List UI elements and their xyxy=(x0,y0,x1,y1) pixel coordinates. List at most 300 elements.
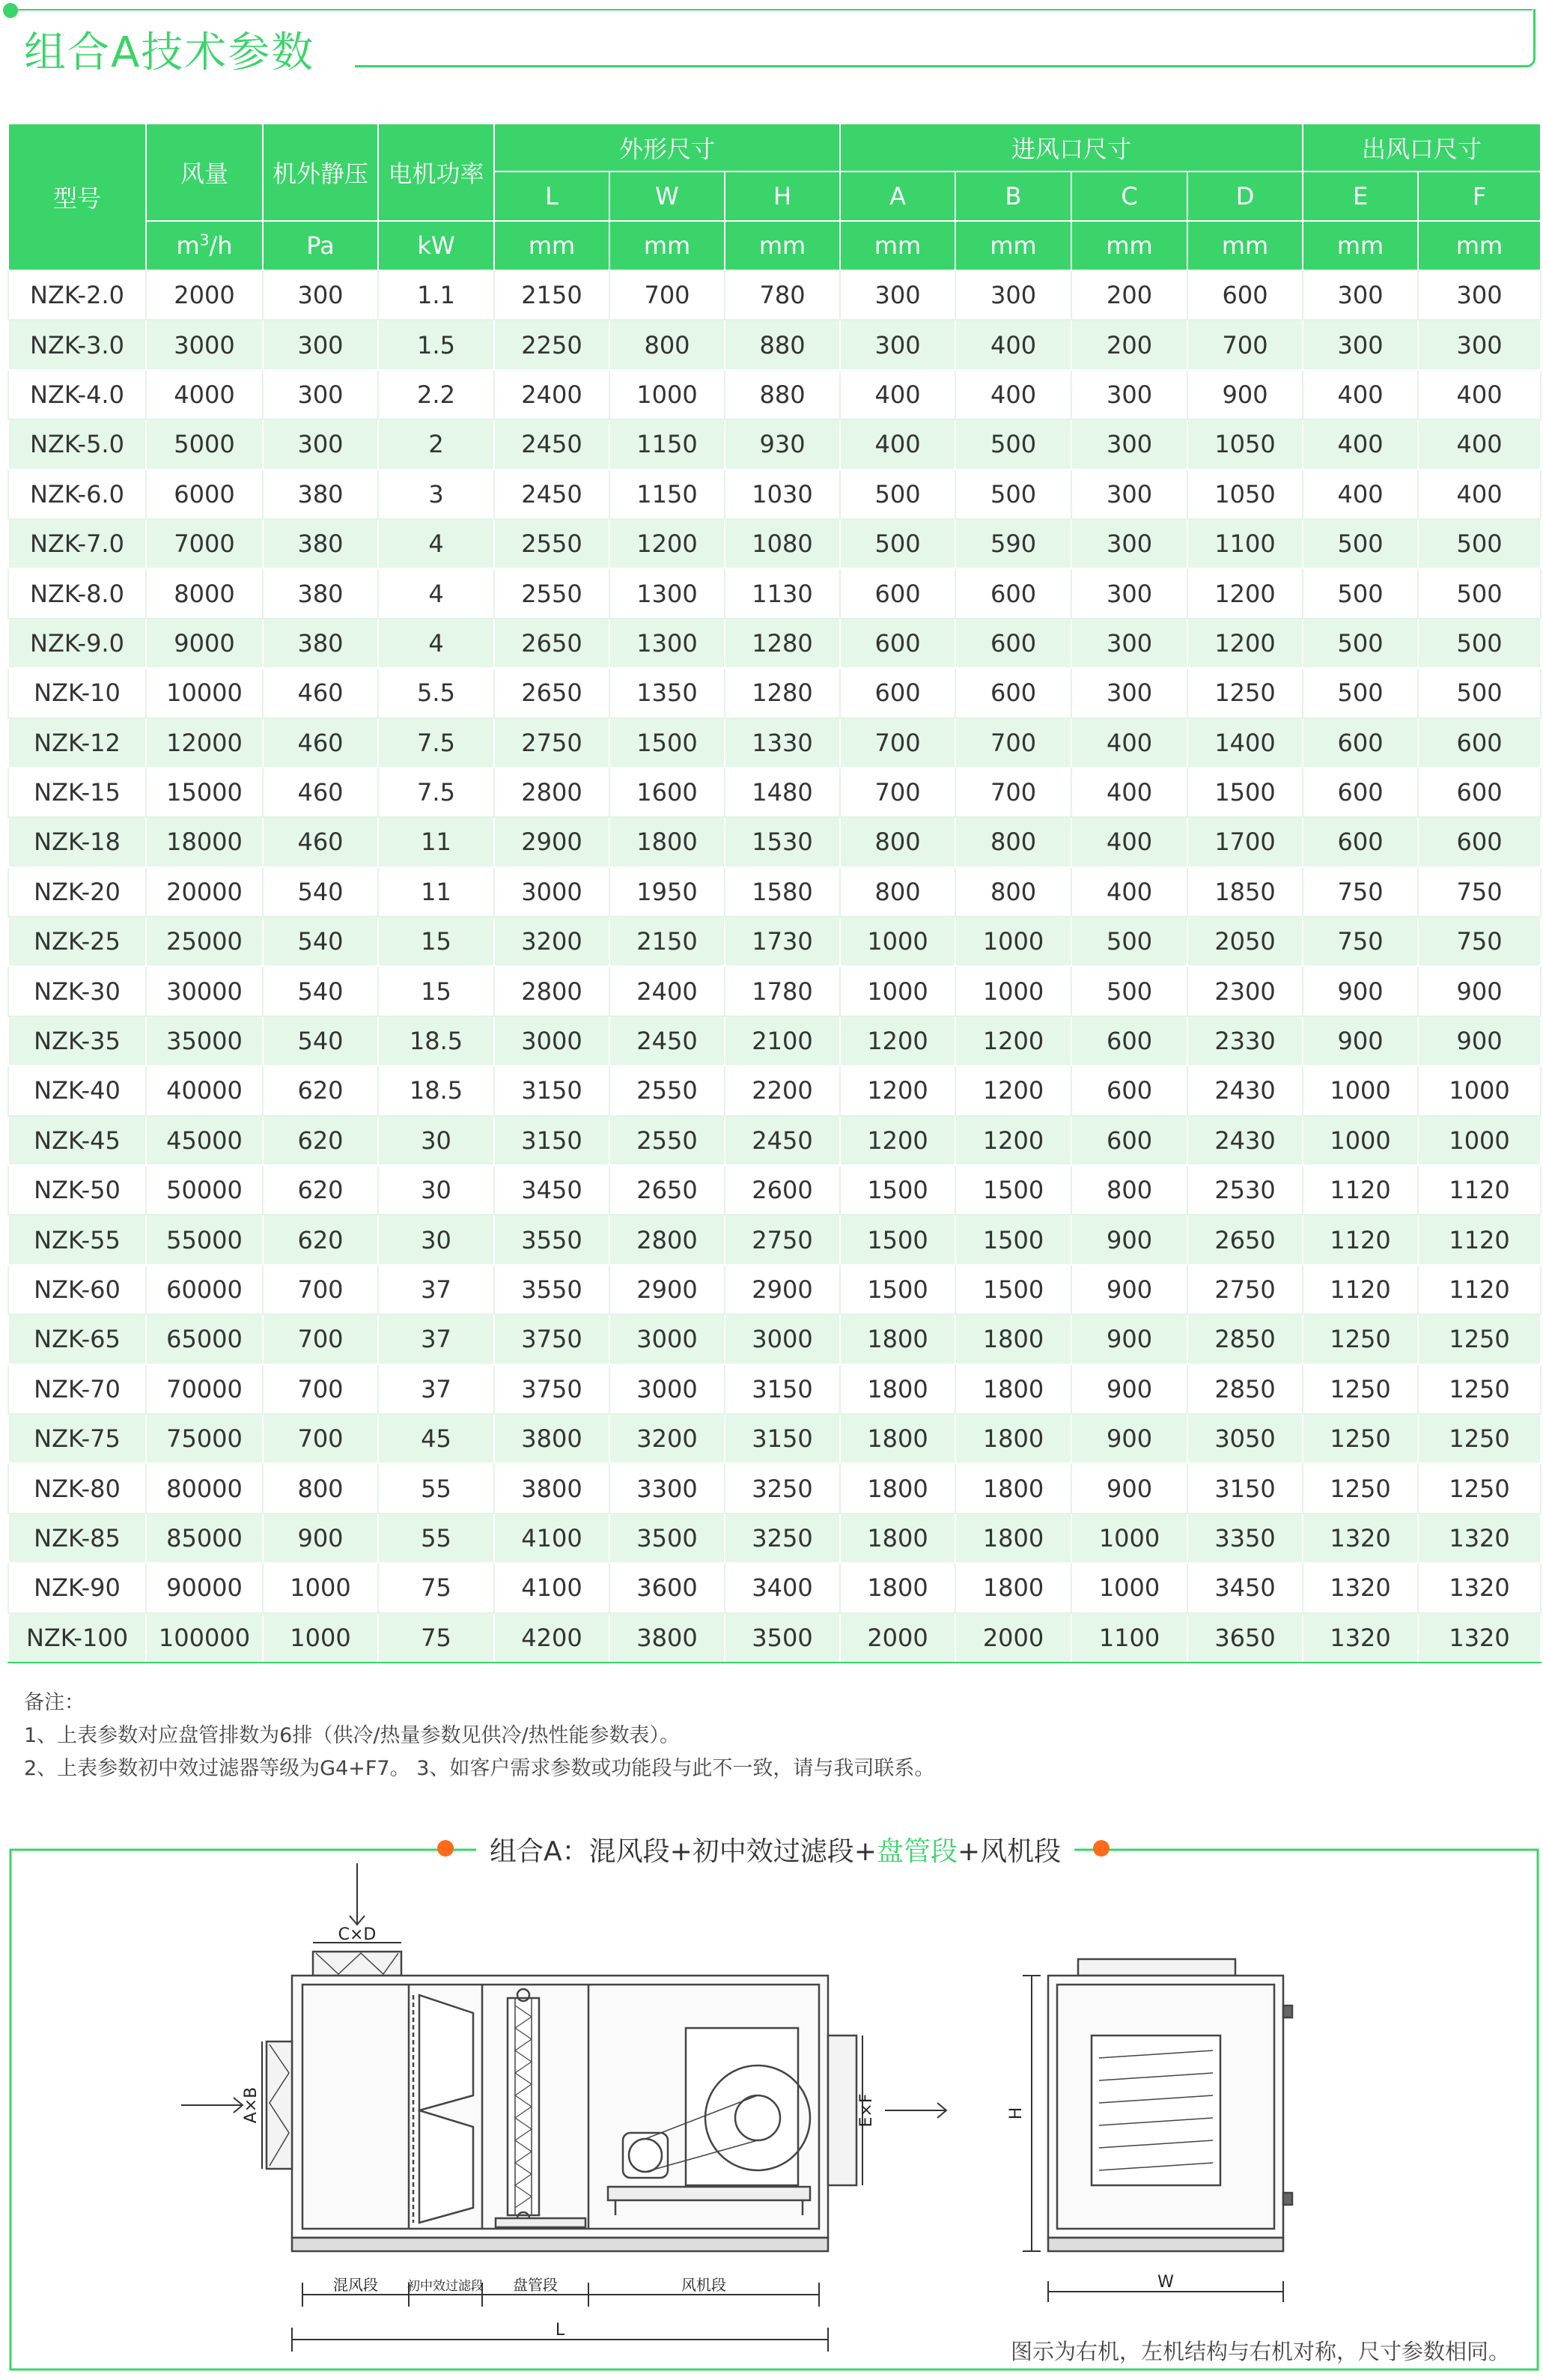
table-cell: 80000 xyxy=(146,1463,263,1513)
table-row xyxy=(8,1514,1541,1563)
table-cell: 2550 xyxy=(609,1066,725,1115)
table-cell: 2000 xyxy=(955,1613,1071,1663)
sub-header-f: F xyxy=(1418,171,1541,221)
table-cell: 1000 xyxy=(1418,1116,1541,1165)
table-cell: 3150 xyxy=(725,1364,840,1414)
table-cell-model: NZK-80 xyxy=(8,1463,146,1513)
table-cell: 700 xyxy=(263,1364,378,1414)
group-header-inlet: 进风口尺寸 xyxy=(840,124,1303,171)
table-cell: 12000 xyxy=(146,718,263,768)
table-cell: 900 xyxy=(1071,1463,1187,1513)
table-cell: 75 xyxy=(378,1613,494,1663)
table-cell: 2200 xyxy=(725,1066,840,1115)
table-cell: 2100 xyxy=(725,1016,840,1066)
table-row xyxy=(8,419,1541,469)
table-cell: 3250 xyxy=(725,1463,840,1513)
unit-w: mm xyxy=(609,221,725,270)
table-cell: 3600 xyxy=(609,1563,725,1612)
table-cell: 2750 xyxy=(494,718,609,768)
table-cell: 600 xyxy=(840,668,955,717)
table-cell: 200 xyxy=(1071,270,1187,320)
table-cell: 5000 xyxy=(146,419,263,469)
table-cell-model: NZK-70 xyxy=(8,1364,146,1414)
table-cell: 2650 xyxy=(1187,1215,1303,1264)
table-cell: 500 xyxy=(1071,917,1187,966)
table-cell: 1500 xyxy=(840,1165,955,1215)
table-cell: 18000 xyxy=(146,817,263,866)
table-cell: 700 xyxy=(263,1265,378,1314)
table-cell: 540 xyxy=(263,966,378,1016)
side-view xyxy=(267,1952,856,2251)
table-cell: 3150 xyxy=(1187,1463,1303,1513)
table-cell-model: NZK-55 xyxy=(8,1215,146,1264)
table-cell: 2250 xyxy=(494,320,609,369)
table-cell: 400 xyxy=(1071,718,1187,768)
table-cell: 1500 xyxy=(840,1215,955,1264)
table-cell: 3000 xyxy=(725,1314,840,1364)
table-cell: 3 xyxy=(378,470,494,519)
table-cell: 1800 xyxy=(840,1463,955,1513)
group-header-outlet: 出风口尺寸 xyxy=(1303,124,1541,171)
table-cell: 3300 xyxy=(609,1463,725,1513)
table-cell-model: NZK-3.0 xyxy=(8,320,146,369)
table-cell: 2650 xyxy=(494,619,609,668)
table-row xyxy=(8,1314,1541,1364)
table-cell: 1000 xyxy=(609,370,725,419)
label-cxd: C×D xyxy=(338,1925,377,1944)
table-cell: 1000 xyxy=(840,917,955,966)
table-cell: 1.5 xyxy=(378,320,494,369)
table-cell: 2900 xyxy=(609,1265,725,1314)
table-cell: 85000 xyxy=(146,1514,263,1563)
table-cell: 18.5 xyxy=(378,1066,494,1115)
table-cell: 1600 xyxy=(609,768,725,817)
table-cell: 2850 xyxy=(1187,1364,1303,1414)
table-cell-model: NZK-5.0 xyxy=(8,419,146,469)
table-cell: 55 xyxy=(378,1514,494,1563)
table-cell: 400 xyxy=(1418,370,1541,419)
table-cell: 8000 xyxy=(146,568,263,618)
table-cell-model: NZK-12 xyxy=(8,718,146,768)
table-cell: 1800 xyxy=(955,1463,1071,1513)
table-cell: 1320 xyxy=(1418,1563,1541,1612)
table-cell: 300 xyxy=(263,270,378,320)
notes xyxy=(24,1687,934,1785)
table-cell: 1030 xyxy=(725,470,840,519)
table-cell: 2650 xyxy=(494,668,609,717)
table-cell: 800 xyxy=(609,320,725,369)
table-cell: 60000 xyxy=(146,1265,263,1314)
unit-static: Pa xyxy=(263,221,378,270)
table-cell: 300 xyxy=(1303,320,1418,369)
table-cell: 2750 xyxy=(1187,1265,1303,1314)
table-cell: 1150 xyxy=(609,470,725,519)
table-cell: 1800 xyxy=(840,1563,955,1612)
table-cell: 400 xyxy=(840,419,955,469)
table-cell: 2000 xyxy=(840,1613,955,1663)
table-cell: 1200 xyxy=(840,1066,955,1115)
sub-header-l: L xyxy=(494,171,609,221)
table-cell: 800 xyxy=(1071,1165,1187,1215)
table-cell-model: NZK-15 xyxy=(8,768,146,817)
table-cell: 1500 xyxy=(955,1215,1071,1264)
table-cell: 1000 xyxy=(840,966,955,1016)
table-row xyxy=(8,270,1541,320)
table-cell-model: NZK-40 xyxy=(8,1066,146,1115)
table-cell: 700 xyxy=(840,718,955,768)
table-cell: 300 xyxy=(840,320,955,369)
table-cell: 3150 xyxy=(494,1066,609,1115)
sub-header-a: A xyxy=(840,171,955,221)
table-cell: 1250 xyxy=(1418,1314,1541,1364)
table-cell: 1130 xyxy=(725,568,840,618)
table-row xyxy=(8,619,1541,668)
table-cell: 100000 xyxy=(146,1613,263,1663)
table-cell-model: NZK-100 xyxy=(8,1613,146,1663)
table-cell: 600 xyxy=(1418,817,1541,866)
table-cell: 400 xyxy=(1303,470,1418,519)
table-cell: 1350 xyxy=(609,668,725,717)
table-cell: 500 xyxy=(1303,668,1418,717)
table-cell: 15000 xyxy=(146,768,263,817)
table-cell: 300 xyxy=(1071,568,1187,618)
table-cell: 400 xyxy=(1071,817,1187,866)
table-cell: 300 xyxy=(1418,270,1541,320)
table-cell: 1250 xyxy=(1418,1463,1541,1513)
table-cell: 900 xyxy=(1418,1016,1541,1066)
table-cell: 3250 xyxy=(725,1514,840,1563)
table-cell: 900 xyxy=(1071,1215,1187,1264)
table-cell: 540 xyxy=(263,917,378,966)
table-cell: 1250 xyxy=(1187,668,1303,717)
label-h: H xyxy=(1007,2107,1026,2120)
table-cell: 1500 xyxy=(609,718,725,768)
table-cell: 7.5 xyxy=(378,768,494,817)
table-cell: 780 xyxy=(725,270,840,320)
table-cell-model: NZK-25 xyxy=(8,917,146,966)
table-cell: 2400 xyxy=(609,966,725,1016)
table-cell: 2750 xyxy=(725,1215,840,1264)
table-cell: 1000 xyxy=(1303,1116,1418,1165)
table-cell: 2330 xyxy=(1187,1016,1303,1066)
table-cell: 2150 xyxy=(609,917,725,966)
notes-line-1: 1、上表参数对应盘管排数为6排（供冷/热量参数见供冷/热性能参数表）。 xyxy=(24,1724,681,1747)
table-cell: 5.5 xyxy=(378,668,494,717)
table-cell: 750 xyxy=(1418,867,1541,917)
table-cell: 15 xyxy=(378,966,494,1016)
table-cell: 1800 xyxy=(840,1314,955,1364)
table-cell: 900 xyxy=(1071,1414,1187,1463)
table-cell: 380 xyxy=(263,619,378,668)
table-cell: 1280 xyxy=(725,668,840,717)
table-cell: 3450 xyxy=(1187,1563,1303,1612)
sub-header-b: B xyxy=(955,171,1071,221)
table-cell: 300 xyxy=(263,419,378,469)
table-cell: 1950 xyxy=(609,867,725,917)
sub-header-d: D xyxy=(1187,171,1303,221)
table-cell: 400 xyxy=(1071,867,1187,917)
table-cell: 3000 xyxy=(146,320,263,369)
table-cell: 1000 xyxy=(1303,1066,1418,1115)
table-cell-model: NZK-4.0 xyxy=(8,370,146,419)
table-cell: 1120 xyxy=(1418,1165,1541,1215)
table-cell: 18.5 xyxy=(378,1016,494,1066)
table-row xyxy=(8,817,1541,866)
table-cell: 1150 xyxy=(609,419,725,469)
table-cell: 540 xyxy=(263,867,378,917)
table-cell: 3500 xyxy=(725,1613,840,1663)
table-cell: 400 xyxy=(1418,419,1541,469)
table-cell-model: NZK-18 xyxy=(8,817,146,866)
table-row xyxy=(8,1215,1541,1264)
table-cell: 50000 xyxy=(146,1165,263,1215)
table-cell: 1120 xyxy=(1303,1165,1418,1215)
table-cell: 300 xyxy=(1071,668,1187,717)
diagram-caption: 图示为右机，左机结构与右机对称，尺寸参数相同。 xyxy=(1011,2339,1511,2364)
table-cell: 4000 xyxy=(146,370,263,419)
table-cell: 1730 xyxy=(725,917,840,966)
table-cell: 55000 xyxy=(146,1215,263,1264)
table-cell: 4 xyxy=(378,619,494,668)
table-cell: 1800 xyxy=(840,1514,955,1563)
table-cell: 3800 xyxy=(494,1414,609,1463)
table-cell: 7000 xyxy=(146,519,263,568)
unit-diagram xyxy=(9,1848,1542,2373)
label-w: W xyxy=(1157,2273,1174,2292)
table-cell: 11 xyxy=(378,817,494,866)
table-cell: 300 xyxy=(1418,320,1541,369)
table-cell: 500 xyxy=(840,519,955,568)
table-cell: 300 xyxy=(1071,470,1187,519)
table-cell: 1200 xyxy=(955,1016,1071,1066)
table-cell: 2800 xyxy=(494,966,609,1016)
table-cell: 800 xyxy=(955,867,1071,917)
table-cell: 3000 xyxy=(609,1364,725,1414)
table-cell: 300 xyxy=(1071,419,1187,469)
table-cell: 700 xyxy=(955,768,1071,817)
table-cell: 3500 xyxy=(609,1514,725,1563)
table-cell: 500 xyxy=(1071,966,1187,1016)
table-cell: 300 xyxy=(1071,519,1187,568)
table-row xyxy=(8,768,1541,817)
table-cell: 1200 xyxy=(1187,568,1303,618)
table-cell: 620 xyxy=(263,1116,378,1165)
table-cell: 9000 xyxy=(146,619,263,668)
table-cell: 30 xyxy=(378,1116,494,1165)
table-cell: 1200 xyxy=(955,1116,1071,1165)
table-cell: 3000 xyxy=(609,1314,725,1364)
table-cell: 700 xyxy=(1187,320,1303,369)
table-cell: 1200 xyxy=(955,1066,1071,1115)
table-cell: 880 xyxy=(725,370,840,419)
table-cell: 750 xyxy=(1303,867,1418,917)
table-cell: 620 xyxy=(263,1215,378,1264)
table-cell: 400 xyxy=(955,320,1071,369)
table-cell: 380 xyxy=(263,470,378,519)
table-cell: 1320 xyxy=(1418,1613,1541,1663)
table-cell-model: NZK-2.0 xyxy=(8,270,146,320)
table-cell: 400 xyxy=(840,370,955,419)
table-cell: 1250 xyxy=(1303,1364,1418,1414)
table-cell: 900 xyxy=(1303,966,1418,1016)
table-cell: 1000 xyxy=(1418,1066,1541,1115)
unit-l: mm xyxy=(494,221,609,270)
table-cell: 1800 xyxy=(955,1314,1071,1364)
table-row xyxy=(8,917,1541,966)
table-cell: 2550 xyxy=(609,1116,725,1165)
table-cell: 1000 xyxy=(955,966,1071,1016)
table-cell: 3550 xyxy=(494,1215,609,1264)
table-row xyxy=(8,568,1541,618)
table-row xyxy=(8,1364,1541,1414)
table-cell: 750 xyxy=(1418,917,1541,966)
table-cell: 1500 xyxy=(1187,768,1303,817)
table-cell: 1320 xyxy=(1303,1563,1418,1612)
table-cell-model: NZK-75 xyxy=(8,1414,146,1463)
table-cell: 500 xyxy=(955,470,1071,519)
table-cell: 25000 xyxy=(146,917,263,966)
table-cell: 600 xyxy=(1303,817,1418,866)
table-cell: 2430 xyxy=(1187,1116,1303,1165)
table-cell: 35000 xyxy=(146,1016,263,1066)
table-cell: 800 xyxy=(263,1463,378,1513)
table-cell: 540 xyxy=(263,1016,378,1066)
table-cell: 11 xyxy=(378,867,494,917)
table-cell: 500 xyxy=(1418,668,1541,717)
table-cell: 1250 xyxy=(1418,1414,1541,1463)
table-cell: 2800 xyxy=(494,768,609,817)
table-cell: 7.5 xyxy=(378,718,494,768)
table-cell: 300 xyxy=(1071,619,1187,668)
table-cell: 380 xyxy=(263,519,378,568)
table-cell: 3150 xyxy=(725,1414,840,1463)
group-header-outline: 外形尺寸 xyxy=(494,124,840,171)
table-cell: 1280 xyxy=(725,619,840,668)
table-cell: 400 xyxy=(955,370,1071,419)
table-cell: 1320 xyxy=(1303,1613,1418,1663)
notes-line-2: 2、上表参数初中效过滤器等级为G4+F7。 3、如客户需求参数或功能段与此不一致，请与我司联系。 xyxy=(24,1757,935,1780)
table-cell: 3000 xyxy=(494,867,609,917)
unit-e: mm xyxy=(1303,221,1418,270)
table-cell: 37 xyxy=(378,1314,494,1364)
table-cell: 4200 xyxy=(494,1613,609,1663)
table-cell: 3650 xyxy=(1187,1613,1303,1663)
table-cell: 700 xyxy=(609,270,725,320)
table-cell: 55 xyxy=(378,1463,494,1513)
table-cell: 1780 xyxy=(725,966,840,1016)
table-cell: 2650 xyxy=(609,1165,725,1215)
unit-d: mm xyxy=(1187,221,1303,270)
header-dot-icon xyxy=(3,3,18,18)
table-cell: 2430 xyxy=(1187,1066,1303,1115)
table-cell: 1320 xyxy=(1418,1514,1541,1563)
table-cell: 2450 xyxy=(494,470,609,519)
table-cell: 3550 xyxy=(494,1265,609,1314)
end-view xyxy=(1048,1959,1292,2251)
label-seg-fan: 风机段 xyxy=(681,2276,726,2294)
table-cell: 70000 xyxy=(146,1364,263,1414)
table-cell: 3400 xyxy=(725,1563,840,1612)
table-cell: 1000 xyxy=(263,1563,378,1612)
table-cell: 65000 xyxy=(146,1314,263,1364)
table-cell: 900 xyxy=(1418,966,1541,1016)
table-cell: 1000 xyxy=(955,917,1071,966)
unit-airflow: $m^3/h$ xyxy=(146,221,263,270)
table-cell-model: NZK-90 xyxy=(8,1563,146,1612)
label-l: L xyxy=(555,2321,565,2340)
table-cell: 30000 xyxy=(146,966,263,1016)
table-cell: 700 xyxy=(263,1314,378,1364)
table-cell: 2530 xyxy=(1187,1165,1303,1215)
table-row xyxy=(8,1016,1541,1066)
table-row xyxy=(8,966,1541,1016)
table-cell: 600 xyxy=(1071,1016,1187,1066)
table-cell: 600 xyxy=(955,619,1071,668)
table-cell-model: NZK-50 xyxy=(8,1165,146,1215)
table-cell: 15 xyxy=(378,917,494,966)
spec-table-body xyxy=(8,270,1541,1663)
table-cell: 1500 xyxy=(955,1265,1071,1314)
table-cell: 40000 xyxy=(146,1066,263,1115)
table-cell: 500 xyxy=(1303,619,1418,668)
table-cell-model: NZK-8.0 xyxy=(8,568,146,618)
table-cell: 1300 xyxy=(609,568,725,618)
page-header xyxy=(0,0,1543,82)
table-cell-model: NZK-35 xyxy=(8,1016,146,1066)
col-header-power: 电机功率 xyxy=(378,124,494,221)
table-cell-model: NZK-7.0 xyxy=(8,519,146,568)
table-cell: 1800 xyxy=(955,1414,1071,1463)
table-cell: 1330 xyxy=(725,718,840,768)
table-cell: 1800 xyxy=(955,1514,1071,1563)
table-cell: 500 xyxy=(1303,519,1418,568)
table-cell: 20000 xyxy=(146,867,263,917)
table-cell-model: NZK-85 xyxy=(8,1514,146,1563)
table-cell: 2900 xyxy=(494,817,609,866)
table-cell: 1800 xyxy=(955,1364,1071,1414)
table-cell: 400 xyxy=(1418,470,1541,519)
table-cell: 930 xyxy=(725,419,840,469)
table-cell: 800 xyxy=(955,817,1071,866)
unit-f: mm xyxy=(1418,221,1541,270)
table-cell: 300 xyxy=(840,270,955,320)
table-cell: 620 xyxy=(263,1066,378,1115)
table-cell: 600 xyxy=(1071,1116,1187,1165)
label-axb: A×B xyxy=(242,2086,261,2124)
table-cell: 2850 xyxy=(1187,1314,1303,1364)
table-cell: 45000 xyxy=(146,1116,263,1165)
table-cell: 1120 xyxy=(1303,1265,1418,1314)
page-title: 组合A技术参数 xyxy=(24,28,315,77)
table-cell: 800 xyxy=(840,867,955,917)
table-cell: 600 xyxy=(840,568,955,618)
table-cell: 3000 xyxy=(494,1016,609,1066)
table-cell: 1800 xyxy=(840,1414,955,1463)
table-cell: 3750 xyxy=(494,1364,609,1414)
table-cell: 500 xyxy=(1418,519,1541,568)
table-cell: 700 xyxy=(955,718,1071,768)
table-cell: 460 xyxy=(263,817,378,866)
table-cell: 900 xyxy=(1071,1265,1187,1314)
table-cell: 600 xyxy=(1071,1066,1187,1115)
table-cell: 2550 xyxy=(494,568,609,618)
table-cell: 460 xyxy=(263,718,378,768)
table-cell: 700 xyxy=(263,1414,378,1463)
table-cell: 1300 xyxy=(609,619,725,668)
table-cell: 2600 xyxy=(725,1165,840,1215)
col-header-model: 型号 xyxy=(8,124,146,270)
table-cell: 1100 xyxy=(1187,519,1303,568)
